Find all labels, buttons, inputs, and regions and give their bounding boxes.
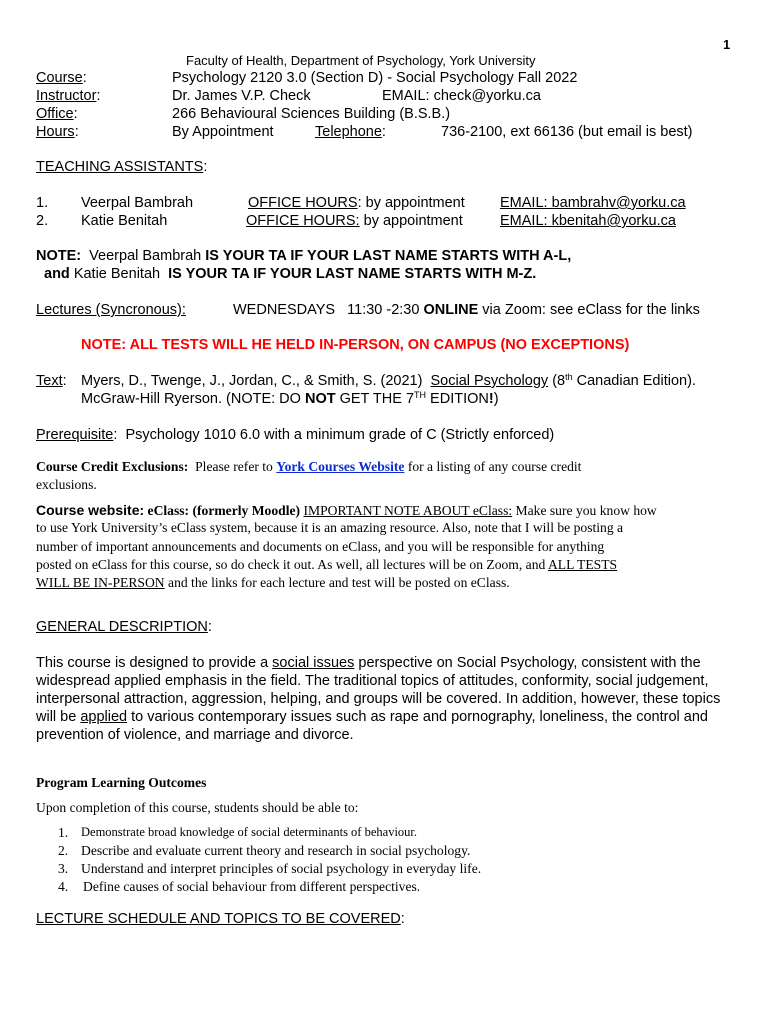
exclusions-line-2: exclusions. (36, 477, 97, 492)
instructor-value: Dr. James V.P. Check (172, 88, 311, 104)
outcome-2-text: Describe and evaluate current theory and research in social psychology. (81, 843, 471, 858)
exclusions-line-1: Course Credit Exclusions: Please refer to York Courses Website for a listing of any course credit (36, 459, 582, 474)
ta-note-line-1: NOTE: Veerpal Bambrah IS YOUR TA IF YOUR LAST NAME STARTS WITH A-L, (36, 248, 572, 264)
general-description-paragraph: This course is designed to provide a social issues perspective on Social Psychology, consistent with the widespread applied emphasis in the field. The traditional topics of attitudes, conformity, social judgement, interpersonal attraction, aggression, helping, and groups will be covered. In addition, however, these topics will be applied to various contemporary issues such as rape and pornography, loneliness, the control and prevention of violence, and marriage and divorce. (36, 655, 721, 743)
outcome-3-num: 3. (58, 861, 69, 876)
prerequisite: Prerequisite: Psychology 1010 6.0 with a minimum grade of C (Strictly enforced) (36, 427, 555, 443)
outcomes-heading: Program Learning Outcomes (36, 775, 207, 790)
page-number: 1 (723, 37, 731, 52)
lecture-schedule-heading: LECTURE SCHEDULE AND TOPICS TO BE COVERED: (36, 911, 405, 927)
general-description-heading: GENERAL DESCRIPTION: (36, 619, 212, 635)
instructor-label: Instructor: (36, 88, 101, 104)
outcome-4-num: 4. (58, 879, 69, 894)
website-line-1: Course website: eClass: (formerly Moodle) IMPORTANT NOTE ABOUT eClass: Make sure you know how (36, 502, 657, 518)
ta-heading: TEACHING ASSISTANTS: (36, 159, 208, 175)
outcome-2-num: 2. (58, 843, 69, 858)
tests-in-person-note: NOTE: ALL TESTS WILL HE HELD IN-PERSON, ON CAMPUS (NO EXCEPTIONS) (81, 337, 630, 353)
header-line: Faculty of Health, Department of Psychology, York University (186, 53, 536, 68)
outcome-4-text: Define causes of social behaviour from different perspectives. (83, 879, 421, 894)
outcome-1-text: Demonstrate broad knowledge of social determinants of behaviour. (81, 825, 418, 839)
telephone-value: 736-2100, ext 66136 (but email is best) (441, 124, 693, 140)
course-value: Psychology 2120 3.0 (Section D) - Social Psychology Fall 2022 (172, 70, 578, 86)
ta-1-num: 1. (36, 195, 49, 211)
hours-value: By Appointment (172, 124, 274, 140)
website-line-2: to use York University’s eClass system, because it is an amazing resource. Also, note that I will be posting a (36, 520, 624, 535)
lectures-label: Lectures (Syncronous): (36, 302, 186, 318)
outcome-1-num: 1. (58, 825, 69, 840)
york-courses-website-link[interactable]: York Courses Website (276, 459, 405, 474)
ta-1-office-hours: OFFICE HOURS: by appointment (248, 195, 465, 211)
hours-label: Hours: (36, 124, 79, 140)
outcome-3-text: Understand and interpret principles of social psychology in everyday life. (81, 861, 482, 876)
text-line-1: Myers, D., Twenge, J., Jordan, C., & Smith, S. (2021) Social Psychology (8th Canadian Edition). (81, 372, 696, 389)
ta-note-line-2: and Katie Benitah IS YOUR TA IF YOUR LAST NAME STARTS WITH M-Z. (44, 266, 537, 282)
office-label: Office: (36, 106, 78, 122)
website-line-3: number of important announcements and documents on eClass, and you will be responsible for anything (36, 539, 605, 554)
lectures-details: WEDNESDAYS 11:30 -2:30 ONLINE via Zoom: see eClass for the links (233, 302, 700, 318)
ta-1-email[interactable]: EMAIL: bambrahv@yorku.ca (500, 195, 686, 211)
course-label: Course: (36, 70, 87, 86)
ta-2-office-hours: OFFICE HOURS: by appointment (246, 213, 463, 229)
instructor-email: EMAIL: check@yorku.ca (382, 88, 541, 104)
ta-2-email[interactable]: EMAIL: kbenitah@yorku.ca (500, 213, 676, 229)
office-value: 266 Behavioural Sciences Building (B.S.B.) (172, 106, 451, 122)
website-line-5: WILL BE IN-PERSON and the links for each lecture and test will be posted on eClass. (36, 575, 510, 590)
ta-1-name: Veerpal Bambrah (81, 195, 194, 211)
website-line-4: posted on eClass for this course, so do check it out. As well, all lectures will be on Zoom, and ALL TESTS (36, 557, 618, 572)
text-line-2: McGraw-Hill Ryerson. (NOTE: DO NOT GET THE 7TH EDITION!) (81, 390, 499, 407)
telephone-label: Telephone: (315, 124, 386, 140)
ta-2-num: 2. (36, 213, 49, 229)
ta-2-name: Katie Benitah (81, 213, 168, 229)
text-label: Text: (36, 373, 67, 389)
outcomes-intro: Upon completion of this course, students should be able to: (36, 800, 359, 815)
